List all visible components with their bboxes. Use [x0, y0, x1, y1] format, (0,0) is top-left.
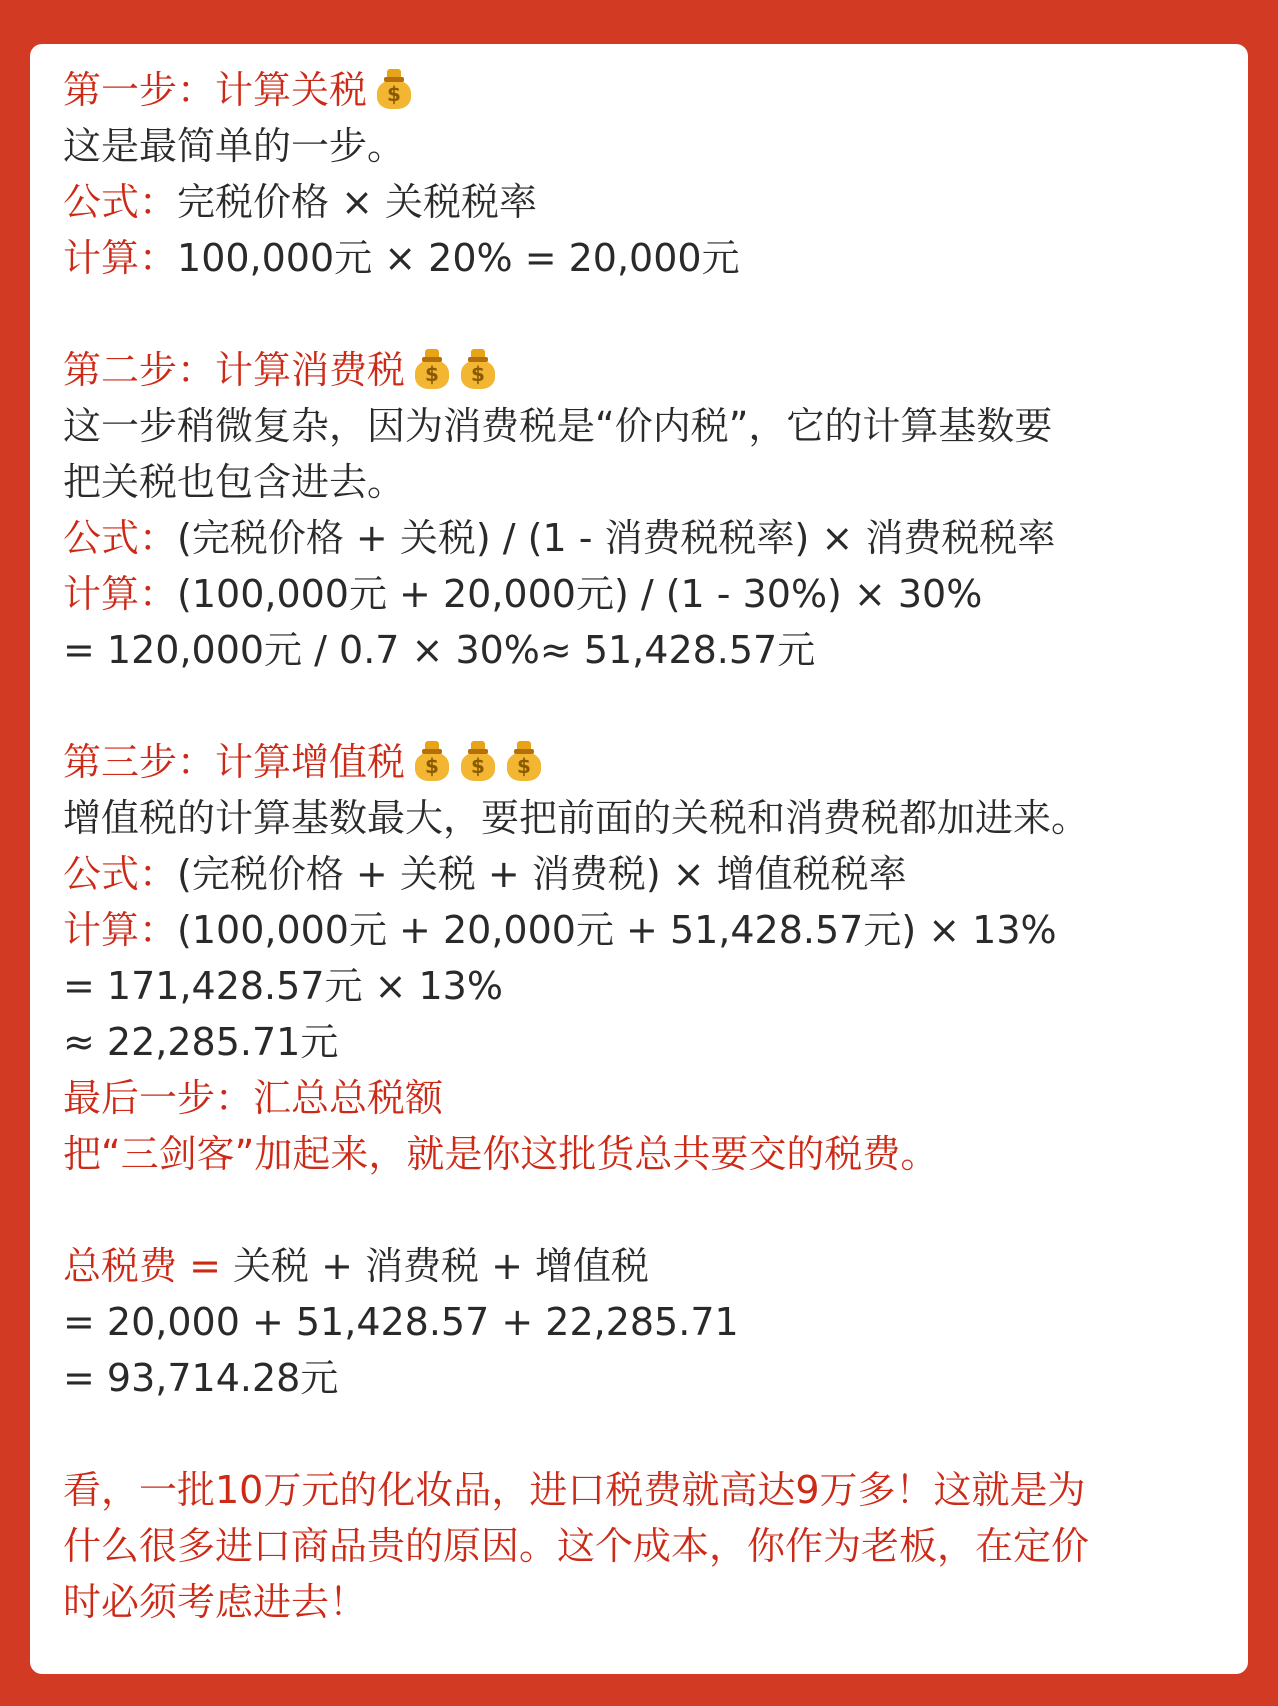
money-bag-icon: $	[413, 741, 451, 781]
step2-calc-cont: = 120,000元 / 0.7 × 30%≈ 51,428.57元	[63, 628, 816, 672]
step2-calc-label: 计算：	[63, 572, 178, 616]
conclusion-line2: 什么很多进口商品贵的原因。这个成本，你作为老板，在定价	[63, 1524, 1090, 1568]
step2-formula-label: 公式：	[63, 516, 178, 560]
step1-title: 第一步：计算关税	[63, 68, 368, 112]
step3-desc: 增值税的计算基数最大，要把前面的关税和消费税都加进来。	[63, 796, 1090, 840]
step2-desc-line2: 把关税也包含进去。	[63, 460, 406, 504]
step3-formula-label: 公式：	[63, 852, 178, 896]
step2-calc-line	[63, 566, 1228, 622]
step3-calc-cont1: = 171,428.57元 × 13%	[63, 964, 503, 1008]
step1-icons	[367, 62, 413, 118]
total-line1	[63, 1238, 1228, 1294]
step2-title-line	[63, 342, 1228, 398]
content-card	[30, 44, 1248, 1674]
total-formula: 关税 + 消费税 + 增值税	[220, 1244, 649, 1288]
total-line3: = 93,714.28元	[63, 1356, 339, 1400]
final-desc: 把“三剑客”加起来，就是你这批货总共要交的税费。	[63, 1132, 939, 1176]
money-bag-icon: $	[413, 349, 451, 389]
money-bag-icon: $	[505, 741, 543, 781]
spacer	[63, 678, 1228, 734]
step2-formula-line	[63, 510, 1228, 566]
step1-calc-line	[63, 230, 1228, 286]
step3-formula-line	[63, 846, 1228, 902]
step2-desc-line1: 这一步稍微复杂，因为消费税是“价内税”，它的计算基数要	[63, 404, 1053, 448]
conclusion-line3: 时必须考虑进去！	[63, 1580, 368, 1624]
money-bag-icon: $	[459, 741, 497, 781]
step2-formula: (完税价格 + 关税) / (1 - 消费税税率) × 消费税税率	[177, 516, 1056, 560]
money-bag-icon: $	[375, 69, 413, 109]
step3-calc-cont2: ≈ 22,285.71元	[63, 1020, 339, 1064]
step1-formula: 完税价格 × 关税税率	[177, 180, 538, 224]
final-title: 最后一步：汇总总税额	[63, 1076, 444, 1120]
step2-calc: (100,000元 + 20,000元) / (1 - 30%) × 30%	[177, 572, 983, 616]
step3-icons	[405, 734, 543, 790]
money-bag-icon: $	[459, 349, 497, 389]
spacer	[63, 1182, 1228, 1238]
step1-formula-label: 公式：	[63, 180, 178, 224]
step1-title-line	[63, 62, 1228, 118]
step2-icons	[405, 342, 497, 398]
spacer	[63, 1406, 1228, 1462]
step1-calc: 100,000元 × 20% = 20,000元	[177, 236, 740, 280]
step3-title: 第三步：计算增值税	[63, 740, 406, 784]
step3-calc-label: 计算：	[63, 908, 178, 952]
step3-calc-line	[63, 902, 1228, 958]
step3-title-line	[63, 734, 1228, 790]
step1-formula-line	[63, 174, 1228, 230]
conclusion-line1: 看，一批10万元的化妆品，进口税费就高达9万多！这就是为	[63, 1468, 1086, 1512]
step1-calc-label: 计算：	[63, 236, 178, 280]
step3-formula: (完税价格 + 关税 + 消费税) × 增值税税率	[177, 852, 907, 896]
step3-calc: (100,000元 + 20,000元 + 51,428.57元) × 13%	[177, 908, 1057, 952]
total-line2: = 20,000 + 51,428.57 + 22,285.71	[63, 1300, 739, 1344]
spacer	[63, 286, 1228, 342]
total-label: 总税费 =	[63, 1244, 221, 1288]
step1-desc: 这是最简单的一步。	[63, 124, 406, 168]
step2-title: 第二步：计算消费税	[63, 348, 406, 392]
